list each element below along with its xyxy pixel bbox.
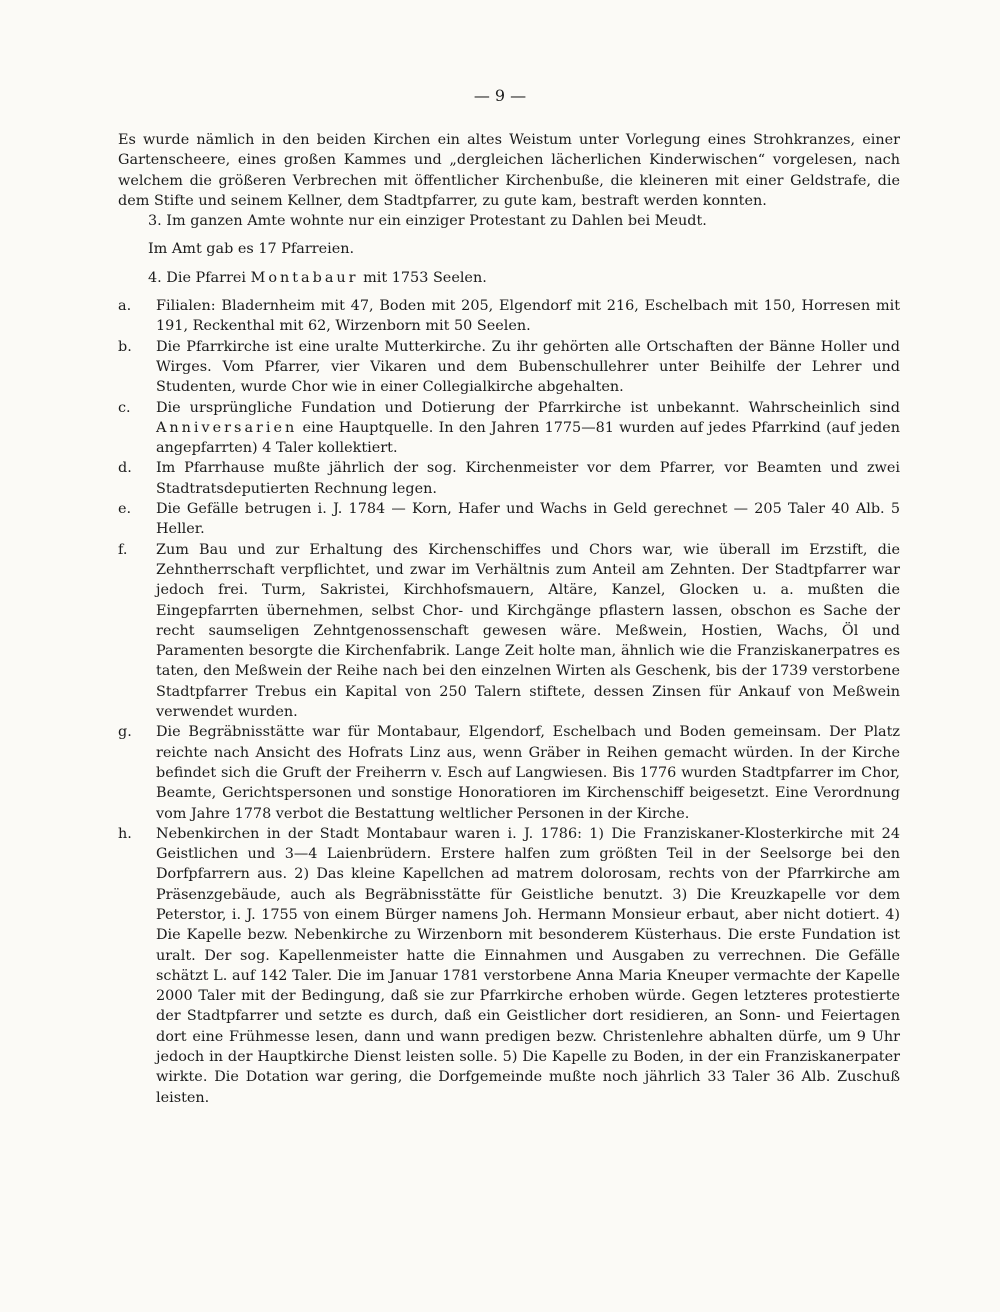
body-text <box>118 130 900 1108</box>
section-4-prefix: 4. Die Pfarrei <box>148 269 247 286</box>
section-4-heading <box>118 268 900 288</box>
section-4-name: Montabaur <box>250 269 359 286</box>
item-text: Die Begräbnisstätte war für Montabaur, Elgendorf, Eschelbach und Boden gemeinsam. Der Platz reichte nach Ansicht des Hofrats Linz aus, wenn Gräber in Reihen gemacht würden. In der Kirche befindet sich die Gruft der Freiherrn v. Esch auf Langwiesen. Bis 1776 wurden Stadtpfarrer im Chor, Beamte, Gerichtspersonen und sonstige Honoratioren im Kirchenschiff beigesetzt. Eine Verordnung vom Jahre 1778 verbot die Bestattung weltlicher Personen in der Kirche. <box>156 724 900 822</box>
item-label: f. <box>118 541 128 558</box>
section-3: 3. Im ganzen Amte wohnte nur ein einziger Protestant zu Dahlen bei Meudt. <box>148 213 707 230</box>
list-item-d <box>118 458 900 499</box>
list-item-g <box>118 722 900 823</box>
list-item-h <box>118 824 900 1108</box>
item-label: a. <box>118 298 132 315</box>
item-label: c. <box>118 399 131 416</box>
item-text: Zum Bau und zur Erhaltung des Kirchenschiffes und Chors war, wie überall im Erzstift, die Zehntherrschaft verpflichtet, und zwar im Verhältnis zum Anteil am Zehnten. Der Stadtpfarrer war jedoch frei. Turm, Sakristei, Kirchhofsmauern, Altäre, Kanzel, Glocken u. a. mußten die Eingepfarrten übernehmen, selbst Chor- und Kirchgänge pflastern lassen, obschon es Sache der recht saumseligen Zehntgenossenschaft gewesen wäre. Meßwein, Hostien, Wachs, Öl und Paramenten besorgte die Kirchenfabrik. Lange Zeit holte man, ähnlich wie die Franziskanerpatres es taten, den Meßwein der Reihe nach bei den einzelnen Wirten als Geschenk, bis der 1739 verstorbene Stadtpfarrer Trebus ein Kapital von 250 Talern stiftete, dessen Zinsen für Ankauf von Meßwein verwendet wurden. <box>156 541 900 721</box>
pfarreien-line: Im Amt gab es 17 Pfarreien. <box>148 241 355 258</box>
item-text <box>156 398 900 459</box>
item-text: Die Pfarrkirche ist eine uralte Mutterkirche. Zu ihr gehörten alle Ortschaften der Bänne Holler und Wirges. Vom Pfarrer, vier Vikaren und dem Bubenschullehrer unter Beihilfe der Lehrer und Studenten, wurde Chor wie in einer Collegialkirche abgehalten. <box>156 338 900 396</box>
section-4-suffix: mit 1753 Seelen. <box>363 269 487 286</box>
list-item-f <box>118 540 900 723</box>
page-number: — 9 — <box>473 86 527 105</box>
intro-paragraph: Es wurde nämlich in den beiden Kirchen ein altes Weistum unter Vorlegung eines Strohkranzes, einer Gartenscheere, eines großen Kammes und „dergleichen lächerlichen Kinderwischen“ vorgelesen, nach welchem die größeren Verbrechen mit öffentlicher Kirchenbuße, die kleineren mit einer Geldstrafe, die dem Stifte und seinem Kellner, dem Stadtpfarrer, zu gute kam, bestraft werden konnten. <box>118 132 900 209</box>
item-label: g. <box>118 724 132 741</box>
item-text-after: eine Hauptquelle. In den Jahren 1775—81 wurden auf jedes Pfarrkind (auf jeden angepfarrten) 4 Taler kollektiert. <box>156 419 900 457</box>
list-item-b <box>118 337 900 398</box>
item-text: Im Pfarrhause mußte jährlich der sog. Kirchenmeister vor dem Pfarrer, vor Beamten und zwei Stadtratsdeputierten Rechnung legen. <box>156 460 900 497</box>
item-label: h. <box>118 825 132 842</box>
list-item-e <box>118 499 900 540</box>
item-label: e. <box>118 501 132 518</box>
list-item-a <box>118 296 900 337</box>
item-text: Filialen: Bladernheim mit 47, Boden mit 205, Elgendorf mit 216, Eschelbach mit 150, Horresen mit 191, Reckenthal mit 62, Wirzenborn mit 50 Seelen. <box>156 298 900 335</box>
list-item-c <box>118 398 900 459</box>
item-text-emphasis: Anniversarien <box>156 419 298 436</box>
item-text: Die Gefälle betrugen i. J. 1784 — Korn, Hafer und Wachs in Geld gerechnet — 205 Taler 40 Alb. 5 Heller. <box>156 501 900 538</box>
item-text: Nebenkirchen in der Stadt Montabaur waren i. J. 1786: 1) Die Franziskaner-Klosterkirche mit 24 Geistlichen und 3—4 Laienbrüdern. Erstere halfen zum größten Teil in der Seelsorge bei den Dorfpfarrern aus. 2) Das kleine Kapellchen ad matrem dolorosam, rechts von der Pfarrkirche am Präsenzgebäude, auch als Begräbnisstätte für Geistliche benutzt. 3) Die Kreuzkapelle vor dem Peterstor, i. J. 1755 von einem Bürger namens Joh. Hermann Monsieur erbaut, aber nicht dotiert. 4) Die Kapelle bezw. Nebenkirche zu Wirzenborn mit besonderem Küsterhaus. Die erste Fundation ist uralt. Der sog. Kapellenmeister hatte die Einnahmen und Ausgaben zu verrechnen. Die Gefälle schätzt L. auf 142 Taler. Die im Januar 1781 verstorbene Anna Maria Kneuper vermachte der Kapelle 2000 Taler mit der Bedingung, daß sie zur Pfarrkirche erhoben würde. Gegen letzteres protestierte der Stadtpfarrer und setzte es durch, daß ein Geistlicher dort residieren, an Sonn- und Feiertagen dort eine Frühmesse lesen, dann und wann predigen bezw. Christenlehre abhalten dürfe, um 9 Uhr jedoch in der Hauptkirche Dienst leisten solle. 5) Die Kapelle zu Boden, in der ein Franziskanerpater wirkte. Die Dotation war gering, die Dorfgemeinde mußte noch jährlich 33 Taler 36 Alb. Zuschuß leisten. <box>156 825 900 1106</box>
item-text-before: Die ursprüngliche Fundation und Dotierung der Pfarrkirche ist unbekannt. Wahrscheinlich sind <box>156 399 900 416</box>
item-label: b. <box>118 338 132 355</box>
item-label: d. <box>118 460 132 477</box>
